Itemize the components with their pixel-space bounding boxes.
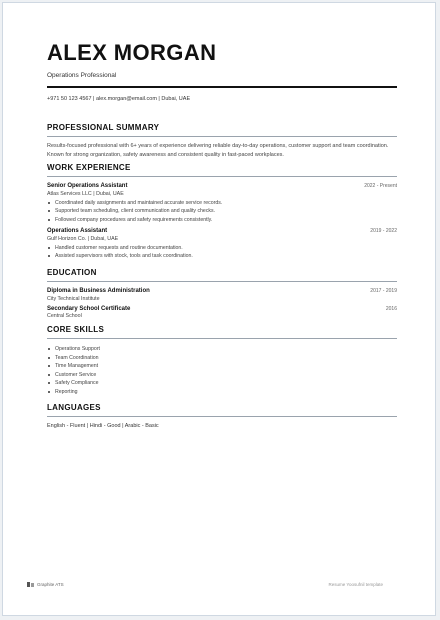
list-item: Operations Support bbox=[47, 345, 397, 354]
resume-page bbox=[2, 2, 436, 616]
footer-note: Resume Yoosufnil template bbox=[328, 582, 383, 587]
list-item: Supported team scheduling, client communication and quality checks. bbox=[47, 207, 397, 216]
education-heading: EDUCATION bbox=[47, 268, 97, 277]
list-item: Safety Compliance bbox=[47, 379, 397, 388]
job-title: Operations Assistant bbox=[47, 228, 108, 234]
languages-section bbox=[47, 403, 397, 429]
school-name: Central School bbox=[47, 313, 82, 319]
job-entry bbox=[47, 228, 397, 261]
candidate-name: ALEX MORGAN bbox=[47, 40, 217, 65]
job-company: Atlas Services LLC | Dubai, UAE bbox=[47, 190, 124, 197]
resume-header bbox=[47, 41, 397, 102]
experience-section bbox=[47, 163, 397, 261]
section-divider bbox=[47, 281, 397, 282]
contact-line: +971 50 123 4567 | alex.morgan@email.com | Dubai, UAE bbox=[47, 96, 191, 102]
list-item: Coordinated daily assignments and maintained accurate service records. bbox=[47, 199, 397, 208]
skills-list bbox=[47, 345, 397, 396]
education-dates: 2017 - 2019 bbox=[370, 288, 397, 294]
list-item: Reporting bbox=[47, 388, 397, 397]
brand-logo-icon bbox=[27, 582, 34, 587]
job-bullets bbox=[47, 244, 397, 261]
section-divider bbox=[47, 176, 397, 177]
job-dates: 2022 - Present bbox=[364, 183, 397, 189]
education-entry bbox=[47, 288, 397, 302]
degree-title: Diploma in Business Administration bbox=[47, 288, 150, 294]
footer-brand bbox=[27, 582, 64, 587]
languages-text: English - Fluent | Hindi - Good | Arabic - Basic bbox=[47, 423, 159, 429]
education-entry bbox=[47, 306, 397, 320]
degree-title: Secondary School Certificate bbox=[47, 305, 131, 312]
job-entry bbox=[47, 183, 397, 224]
summary-heading: PROFESSIONAL SUMMARY bbox=[47, 123, 160, 132]
list-item: Time Management bbox=[47, 362, 397, 371]
section-divider bbox=[47, 136, 397, 137]
list-item: Handled customer requests and routine documentation. bbox=[47, 244, 397, 253]
footer-brand-text: Graphite ATS bbox=[37, 582, 64, 587]
candidate-title: Operations Professional bbox=[47, 72, 117, 79]
job-dates: 2019 - 2022 bbox=[370, 228, 397, 234]
list-item: Customer Service bbox=[47, 371, 397, 380]
summary-section bbox=[47, 123, 397, 159]
education-dates: 2016 bbox=[385, 305, 397, 312]
list-item: Followed company procedures and safety requirements consistently. bbox=[47, 216, 397, 225]
skills-section bbox=[47, 325, 397, 396]
summary-text: Results-focused professional with 6+ years of experience delivering reliable day-to-day operations, customer support and team coordination. Known for strong organization, safety awareness and consistent quality in fast-paced workplaces. bbox=[47, 143, 389, 158]
experience-heading: WORK EXPERIENCE bbox=[47, 163, 131, 172]
skills-heading: CORE SKILLS bbox=[47, 325, 105, 334]
school-name: City Technical Institute bbox=[47, 295, 100, 302]
list-item: Team Coordination bbox=[47, 354, 397, 363]
list-item: Assisted supervisors with stock, tools and task coordination. bbox=[47, 252, 397, 261]
section-divider bbox=[47, 338, 397, 339]
education-section bbox=[47, 268, 397, 319]
header-divider bbox=[47, 86, 397, 88]
job-title: Senior Operations Assistant bbox=[47, 183, 128, 189]
section-divider bbox=[47, 416, 397, 417]
languages-heading: LANGUAGES bbox=[47, 403, 101, 412]
job-company: Gulf Horizon Co. | Dubai, UAE bbox=[47, 235, 119, 242]
job-bullets bbox=[47, 199, 397, 225]
